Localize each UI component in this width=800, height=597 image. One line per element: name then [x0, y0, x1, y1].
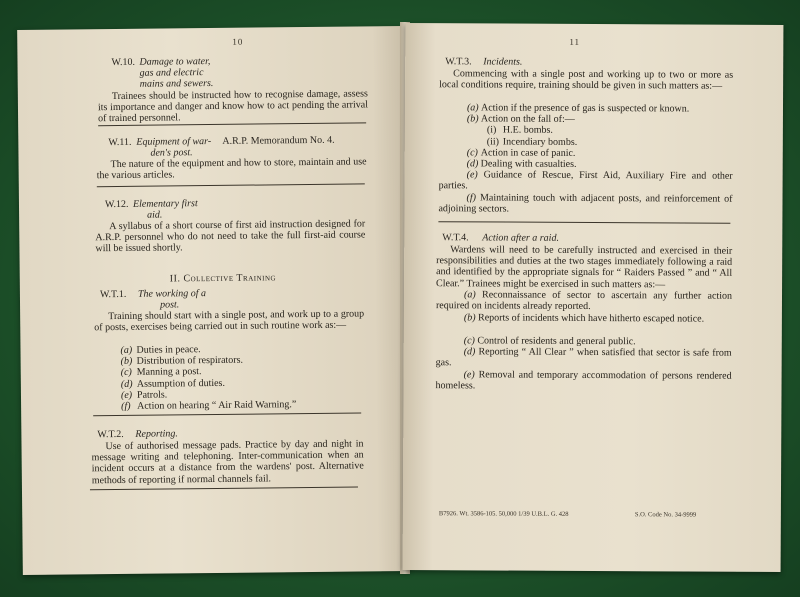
section-title: Reporting.: [135, 428, 178, 440]
section-title: Damage to water, gas and electric mains and sewers.: [139, 56, 214, 90]
list-item: (f) Action on hearing “ Air Raid Warning.”: [121, 399, 297, 412]
right-page: [403, 23, 784, 572]
item-list: [467, 102, 737, 171]
section-body: Trainees should be instructed how to recognise damage, assess its importance and danger and know how to act pending the arrival of trained personnel.: [97, 88, 369, 125]
section-title: Incidents.: [483, 56, 523, 68]
list-item: (a) Duties in peace.: [120, 344, 201, 356]
list-item: (d) Reporting “ All Clear ” when satisfied that sector is safe from gas.: [435, 346, 732, 369]
list-item: (c) Action in case of panic.: [466, 147, 576, 159]
left-page: [17, 26, 409, 575]
list-item: (ii) Incendiary bombs.: [486, 136, 578, 148]
section-title: The working of a post.: [137, 288, 207, 311]
page-number: 11: [569, 36, 581, 47]
list-item: (e) Guidance of Rescue, First Aid, Auxiliary Fire and other parties.: [438, 169, 733, 192]
list-item: (a) Action if the presence of gas is suspected or known.: [466, 102, 690, 115]
list-item: (b) Reports of incidents which have hitherto escaped notice.: [463, 312, 705, 325]
item-list: [120, 342, 361, 412]
list-item: (c) Control of residents and general public.: [463, 335, 636, 348]
section-title: Equipment of war- den's post.: [136, 136, 212, 159]
divider: [90, 486, 358, 490]
section-code: W.T.2.: [97, 428, 124, 441]
list-item: (a) Reconnaissance of sector to ascertain any further action required on incidents already reported.: [435, 289, 733, 313]
list-item: (b) Action on the fall of:—: [466, 113, 575, 126]
list-item: (b) Distribution of respirators.: [120, 354, 244, 368]
section-code: W.11.: [108, 136, 132, 149]
list-item: (d) Dealing with casualties.: [466, 158, 577, 170]
section-code: W.T.1.: [99, 288, 127, 301]
section-body: Commencing with a single post and working up to two or more as local conditions require, training should be given in such matters as:—: [439, 68, 734, 92]
memorandum-reference: A.R.P. Memorandum No. 4.: [222, 134, 335, 147]
section-code: W.12.: [104, 198, 129, 211]
section-title: Action after a raid.: [482, 232, 560, 244]
section-code: W.10.: [111, 56, 136, 69]
print-reference: B7926. Wt. 3586-105. 50,000 1/39 U.B.L. G. 428: [438, 510, 569, 518]
divider: [93, 412, 361, 416]
page-number: 10: [232, 36, 244, 47]
section-body: The nature of the equipment and how to store, maintain and use the various articles.: [96, 156, 367, 182]
divider: [97, 183, 365, 187]
section-body: Use of authorised message pads. Practice by day and night in message writing and telephoning. Inter-communication when an incident occurs at a distance from the wardens' post. Alternative methods of reporting if normal channels fail.: [91, 438, 364, 486]
section-body: Training should start with a single post, and work up to a group of posts, exercises being carried out in such routine work as:—: [94, 308, 365, 334]
so-code: S.O. Code No. 34-9999: [634, 511, 697, 519]
list-item: (i) H.E. bombs.: [486, 124, 553, 137]
section-title: Elementary first aid.: [132, 198, 198, 221]
divider: [438, 221, 730, 224]
list-item: (e) Removal and temporary accommodation of persons rendered homeless.: [435, 369, 732, 392]
section-code: W.T.3.: [445, 56, 472, 68]
list-item: (f) Maintaining touch with adjacent posts, and reinforcement of adjoining sectors.: [438, 192, 733, 215]
section-body: A syllabus of a short course of first aid instruction designed for A.R.P. personnel who do not need to take the full first-aid course will be issued shortly.: [95, 218, 366, 255]
section-heading: II. Collective Training: [169, 272, 277, 285]
list-item: (d) Assumption of duties.: [120, 377, 225, 390]
section-body: Wardens will need to be carefully instructed and exercised in their responsibilities and duties at the two stages immediately following a raid and identified by the appropriate signals for “ Raiders Passed ” and “ All Clear.” Trainees might be exercised in such matters as:—: [436, 244, 733, 290]
list-item: (c) Manning a post.: [120, 366, 202, 379]
list-item: (e) Patrols.: [120, 389, 168, 401]
section-code: W.T.4.: [442, 232, 469, 244]
